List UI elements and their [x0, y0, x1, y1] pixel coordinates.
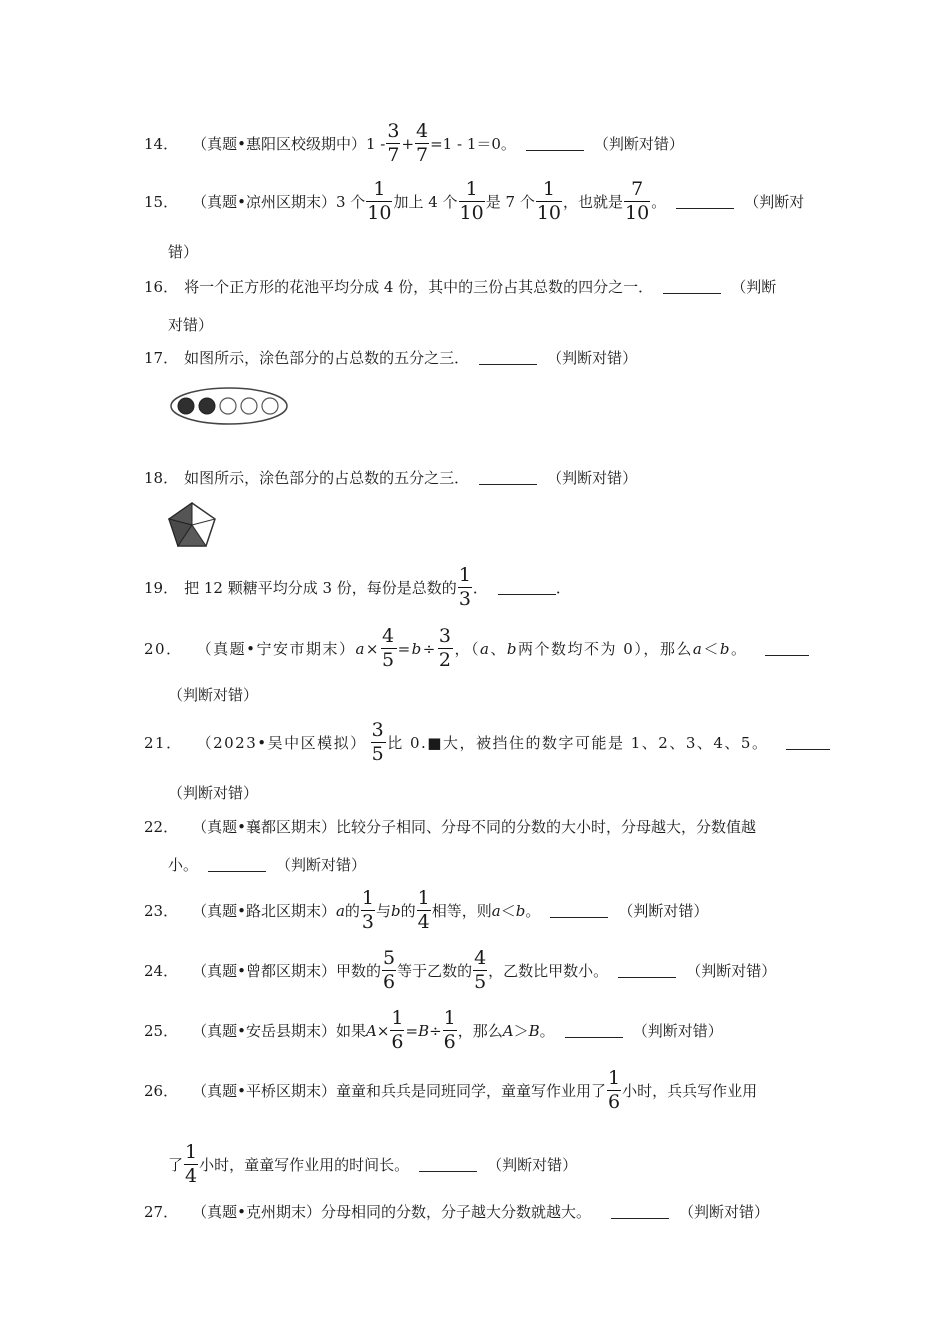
judge-hint: 对错）: [168, 316, 214, 334]
question-16-cont: [168, 314, 213, 335]
question-number: 18．: [144, 469, 179, 487]
variable-a: a: [355, 639, 366, 658]
question-18: [144, 467, 637, 488]
question-source: （真题•凉州区期末）: [192, 193, 336, 211]
question-source: （真题•惠阳区校级期中）: [192, 135, 366, 153]
answer-blank[interactable]: [479, 483, 537, 485]
question-source: （真题•安岳县期末）: [192, 1022, 336, 1040]
question-16: [144, 276, 776, 297]
answer-blank[interactable]: [479, 363, 537, 365]
operator: =: [397, 639, 412, 658]
judge-hint: （判断对: [744, 193, 805, 211]
variable-A: A: [502, 1021, 514, 1040]
question-text: 比 0.■大，被挡住的数字可能是 1、2、3、4、5。: [387, 734, 769, 752]
question-21-cont: [168, 782, 258, 803]
question-text: 分母相同的分数，分子越大分数就越大。: [320, 1203, 591, 1221]
answer-blank[interactable]: [565, 1036, 623, 1038]
expr-text: 相等，则: [431, 902, 492, 920]
question-17: [144, 347, 637, 368]
question-25: [144, 1009, 723, 1052]
answer-blank[interactable]: [550, 916, 608, 918]
question-22: [144, 816, 756, 837]
question-21: [144, 721, 840, 764]
variable-a: a: [491, 901, 501, 920]
answer-blank[interactable]: [676, 207, 734, 209]
fraction: $\frac{5}{6}$: [382, 947, 396, 993]
expr-text: 的: [344, 902, 360, 920]
question-source: （真题•平桥区期末）: [192, 1082, 336, 1100]
expr-text: 童童和兵兵是同班同学，童童写作业用了: [335, 1082, 606, 1100]
fraction: $\frac{1}{4}$: [185, 1141, 198, 1187]
question-text: 如图所示，涂色部分的占总数的五分之三．: [184, 349, 470, 367]
expr-text: ，那么: [457, 1022, 503, 1040]
question-source: （真题•曾都区期末）: [192, 962, 336, 980]
answer-blank[interactable]: [663, 292, 721, 294]
question-27: [144, 1201, 769, 1222]
question-24: [144, 949, 776, 992]
variable-b: b: [411, 639, 423, 658]
question-source: （真题•克州期末）: [192, 1203, 321, 1221]
question-source: （2023•吴中区模拟）: [196, 734, 367, 752]
question-source: （真题•宁安市期末）: [196, 640, 356, 658]
expr-text: ，（: [454, 640, 480, 658]
variable-B: B: [418, 1021, 430, 1040]
question-20: [144, 627, 819, 670]
question-14: [144, 122, 684, 165]
expr-text: 了: [168, 1156, 184, 1174]
judge-hint: （判断对错）: [618, 902, 709, 920]
variable-b: b: [506, 639, 519, 658]
question-19: [144, 566, 571, 609]
expr-text: ，乙数比甲数小。: [488, 962, 609, 980]
expr-text: 等于乙数的: [397, 962, 473, 980]
question-number: 20．: [144, 640, 183, 658]
question-number: 27．: [144, 1203, 179, 1221]
ellipse-circles-figure: [168, 384, 290, 428]
variable-a: a: [692, 639, 704, 658]
operator: ×: [365, 639, 380, 658]
question-number: 23．: [144, 902, 179, 920]
expr-text: ，也就是: [563, 193, 624, 211]
variable-a: a: [335, 901, 345, 920]
judge-hint: （判断对错）: [547, 349, 638, 367]
expr-text: 3 个: [335, 193, 366, 211]
question-number: 19．: [144, 579, 179, 597]
fraction: $\frac{1}{3}$: [361, 887, 375, 933]
operator: ÷: [429, 1021, 442, 1040]
operator: ＞: [513, 1022, 529, 1040]
expr-text: 如果: [335, 1022, 366, 1040]
judge-hint: （判断对错）: [168, 686, 259, 704]
answer-blank[interactable]: [498, 593, 556, 595]
question-text: 比较分子相同、分母不同的分数的大小时，分母越大，分数值越: [335, 818, 756, 836]
fraction: $\frac{4}{5}$: [381, 625, 396, 671]
expr-text: 。: [730, 640, 748, 658]
question-26: [144, 1069, 757, 1112]
expr-text: 加上 4 个: [393, 193, 458, 211]
question-number: 24．: [144, 962, 179, 980]
answer-blank[interactable]: [765, 654, 809, 656]
judge-hint: （判断对错）: [632, 1022, 723, 1040]
fraction: $\frac{3}{2}$: [438, 625, 453, 671]
question-text: 将一个正方形的花池平均分成 4 份，其中的三份占其总数的四分之一．: [184, 278, 654, 296]
question-number: 14．: [144, 135, 179, 153]
question-number: 26．: [144, 1082, 179, 1100]
variable-B: B: [528, 1021, 540, 1040]
fraction: $\frac{1}{6}$: [443, 1007, 456, 1053]
question-26-cont: [168, 1143, 577, 1186]
question-20-cont: [168, 684, 258, 705]
operator: +: [401, 134, 415, 153]
expr-text: 与: [376, 902, 392, 920]
judge-hint: （判断对错）: [168, 784, 259, 802]
judge-hint: （判断对错）: [686, 962, 777, 980]
question-number: 16．: [144, 278, 179, 296]
question-text: 如图所示，涂色部分的占总数的五分之三．: [184, 469, 470, 487]
fraction: $\frac{1}{10}$: [459, 178, 484, 224]
variable-A: A: [365, 1021, 377, 1040]
judge-hint: （判断对错）: [276, 856, 367, 874]
question-number: 22．: [144, 818, 179, 836]
answer-blank[interactable]: [208, 870, 266, 872]
judge-hint: （判断对错）: [487, 1156, 578, 1174]
expr-text: 小时，兵兵写作业用: [622, 1082, 758, 1100]
question-22-cont: [168, 854, 366, 875]
fraction: $\frac{1}{10}$: [536, 178, 562, 224]
expr-text: ．: [555, 579, 571, 597]
question-text: 把 12 颗糖平均分成 3 份，每份是总数的: [184, 579, 457, 597]
operator: ＜: [500, 902, 516, 920]
variable-b: b: [391, 901, 401, 920]
pentagon-figure: [166, 501, 218, 549]
question-source: （真题•襄都区期末）: [192, 818, 336, 836]
variable-a: a: [479, 639, 491, 658]
fraction: $\frac{4}{7}$: [416, 120, 429, 166]
expr-text: 。: [525, 902, 541, 920]
fraction: $\frac{4}{5}$: [474, 947, 487, 993]
fraction: $\frac{1}{10}$: [367, 178, 392, 224]
expr-text: 。: [539, 1022, 555, 1040]
expr-text: 甲数的: [335, 962, 381, 980]
fraction: $\frac{1}{4}$: [417, 887, 430, 933]
question-source: （真题•路北区期末）: [192, 902, 336, 920]
variable-b: b: [515, 901, 526, 920]
question-number: 21．: [144, 734, 183, 752]
operator: ×: [376, 1021, 390, 1040]
fraction: $\frac{3}{7}$: [387, 120, 400, 166]
expr-text: 小时，童童写作业用的时间长。: [199, 1156, 410, 1174]
answer-blank[interactable]: [786, 748, 830, 750]
operator: ÷: [422, 639, 437, 658]
expr-text: 1 -: [365, 134, 386, 153]
variable-b: b: [719, 639, 731, 658]
fraction: $\frac{7}{10}$: [625, 178, 650, 224]
expr-text: 。: [651, 193, 667, 211]
question-text: 小。: [168, 856, 199, 874]
judge-hint: （判断对错）: [593, 135, 684, 153]
question-23: [144, 889, 708, 932]
expr-text: 、: [490, 640, 507, 658]
judge-hint: 错）: [168, 243, 199, 261]
operator: =: [405, 1021, 419, 1040]
fraction: $\frac{1}{6}$: [607, 1067, 621, 1113]
question-number: 15．: [144, 193, 179, 211]
question-number: 17．: [144, 349, 179, 367]
operator: ＜: [703, 640, 720, 658]
question-number: 25．: [144, 1022, 179, 1040]
fraction: $\frac{1}{6}$: [391, 1007, 404, 1053]
expr-text: ．: [472, 579, 488, 597]
answer-blank[interactable]: [419, 1170, 477, 1172]
judge-hint: （判断: [731, 278, 777, 296]
judge-hint: （判断对错）: [678, 1203, 769, 1221]
answer-blank[interactable]: [526, 149, 584, 151]
judge-hint: （判断对错）: [547, 469, 638, 487]
expr-text: 的: [400, 902, 416, 920]
fraction: $\frac{1}{3}$: [458, 564, 471, 610]
question-15: [144, 180, 804, 223]
expr-text: 是 7 个: [485, 193, 535, 211]
fraction: $\frac{3}{5}$: [371, 719, 386, 765]
answer-blank[interactable]: [611, 1217, 669, 1219]
question-15-cont: [168, 241, 198, 262]
expr-text: 两个数均不为 0），那么: [518, 640, 693, 658]
expr-text: =1 - 1＝0。: [430, 135, 516, 153]
answer-blank[interactable]: [618, 976, 676, 978]
